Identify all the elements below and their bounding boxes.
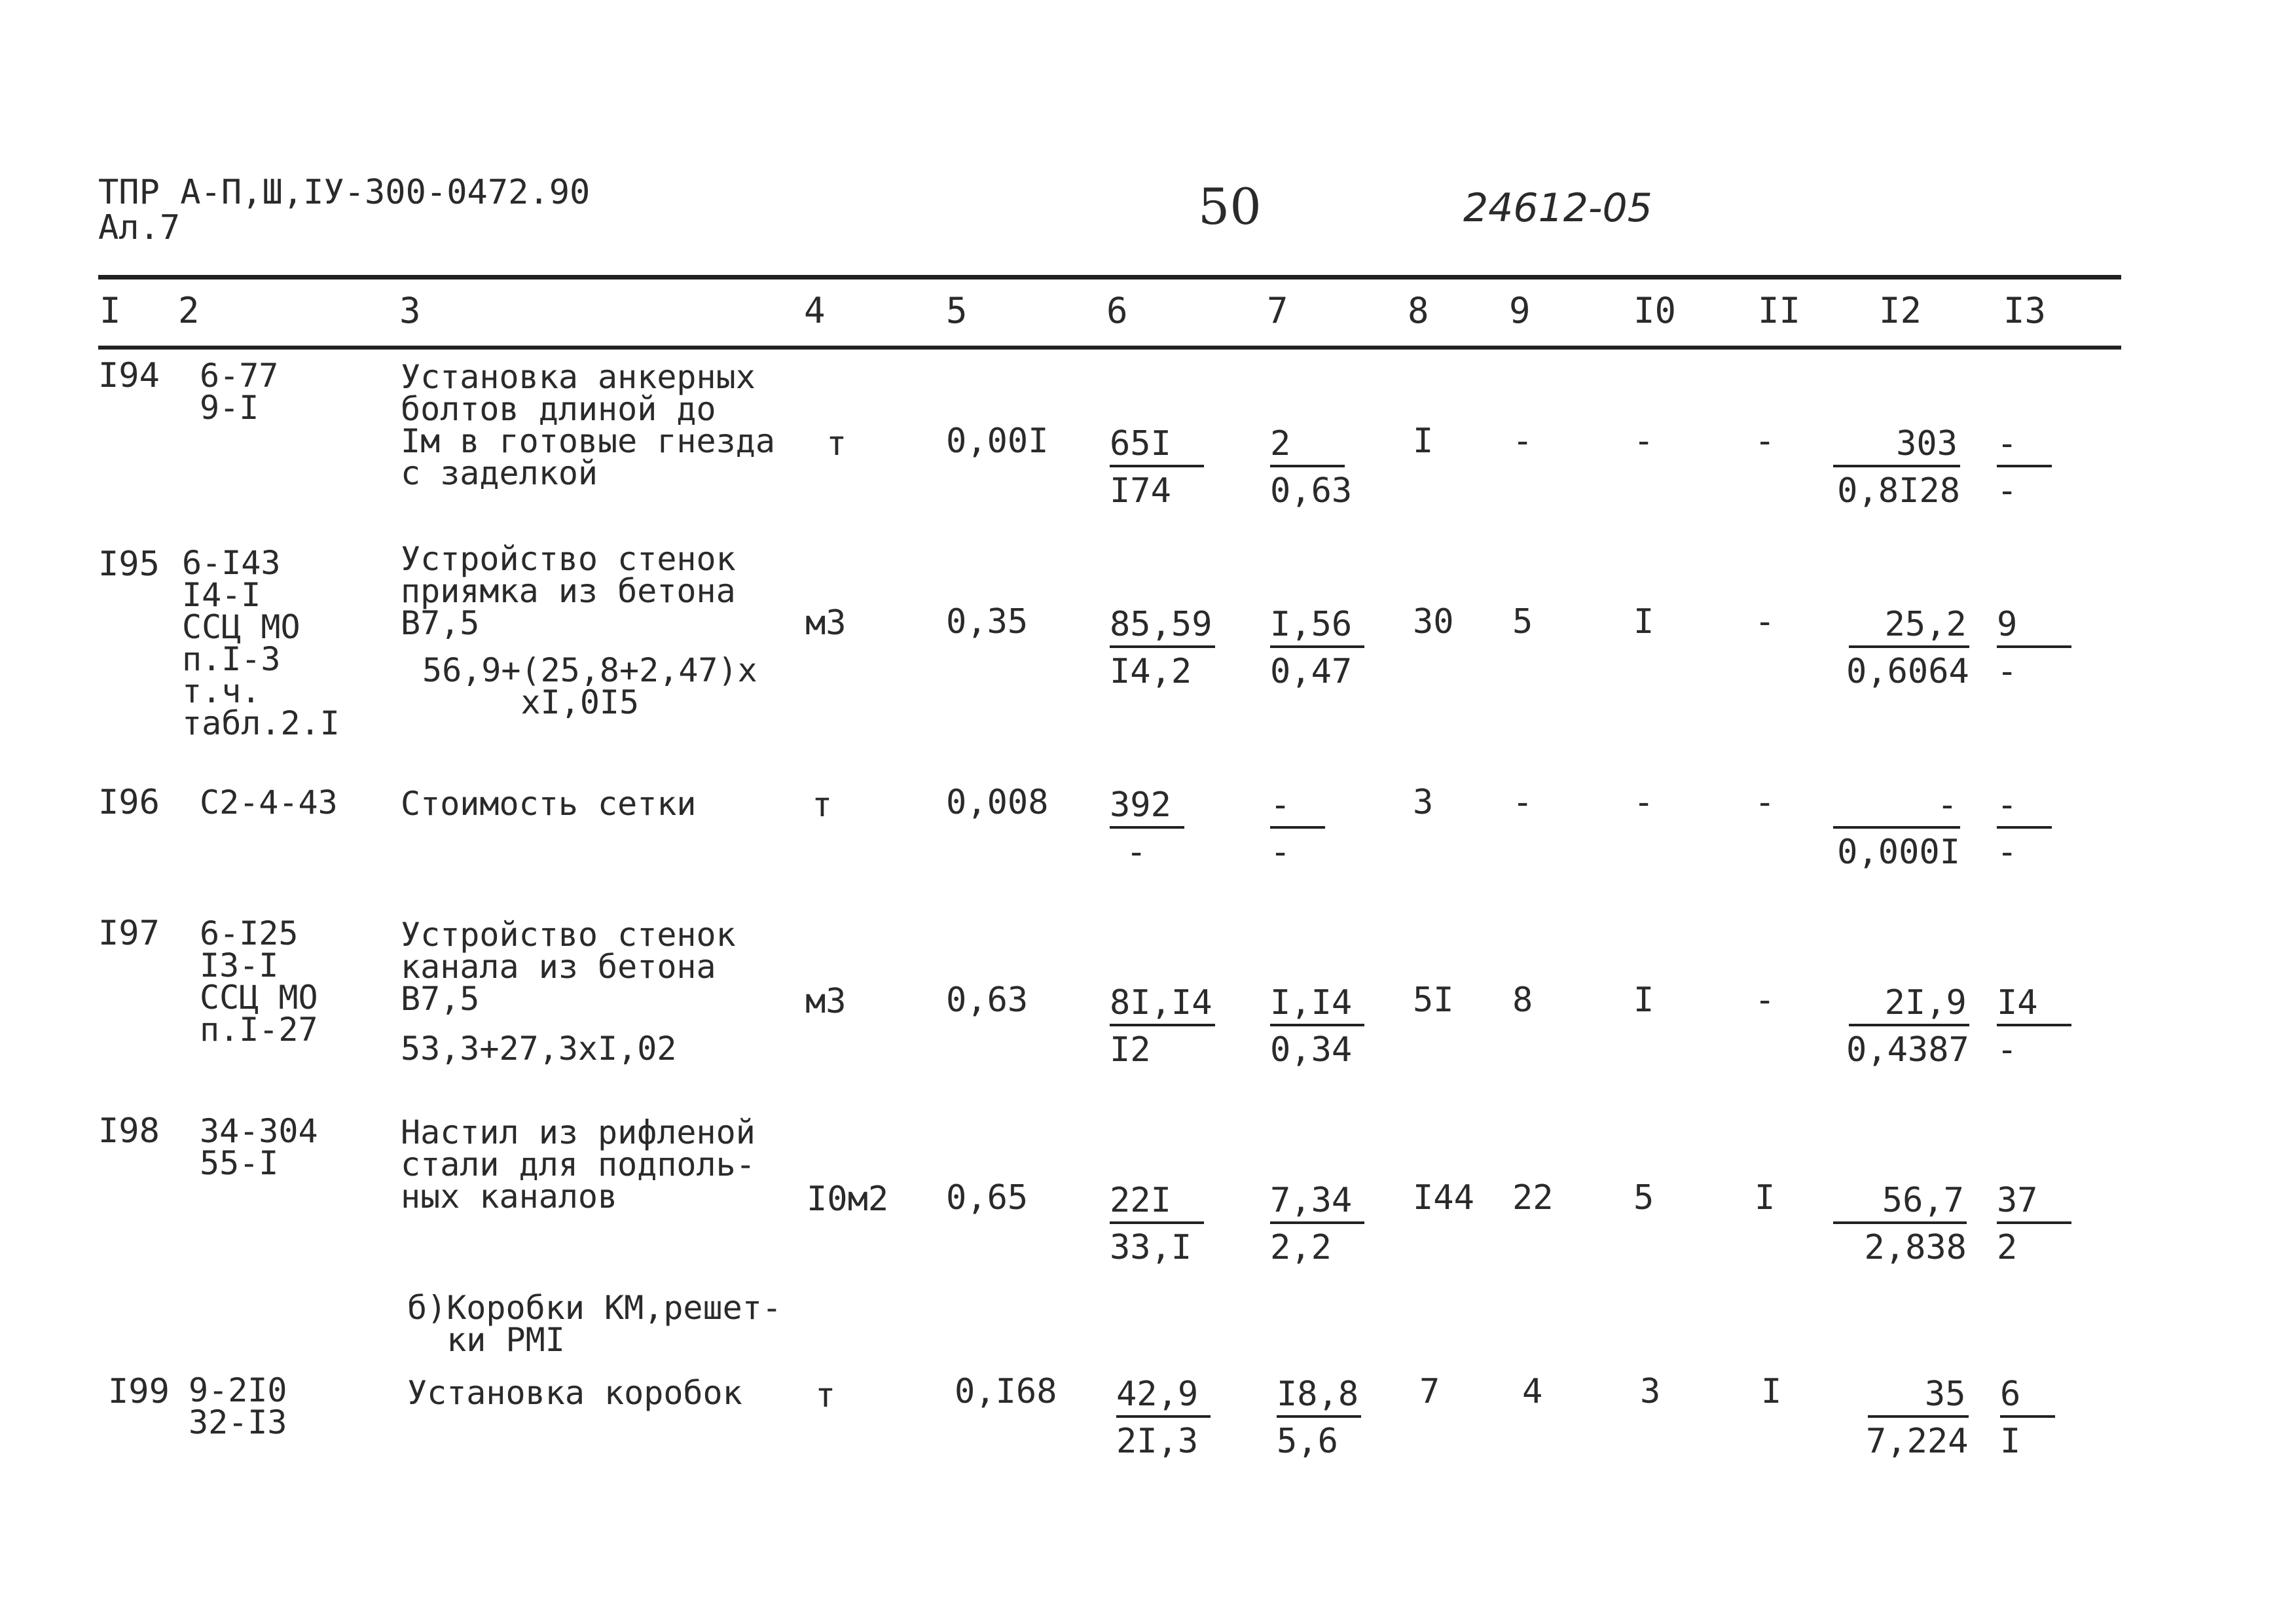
column-header: I0 <box>1633 290 1677 331</box>
work-description: Стоимость сетки <box>401 785 697 823</box>
col9-value: 22 <box>1512 1178 1554 1218</box>
col12-denominator: 0,8I28 <box>1837 471 1960 511</box>
col10-value: - <box>1633 783 1654 822</box>
column-header: II <box>1758 290 1801 331</box>
col7-denominator: 0,63 <box>1270 471 1353 511</box>
col13-denominator: - <box>1997 1030 2018 1070</box>
col13-denominator: 2 <box>1997 1228 2018 1267</box>
col12-numerator: 35 <box>1868 1377 1969 1418</box>
column-header: 2 <box>178 290 200 331</box>
col12-denominator: 0,6064 <box>1846 652 1969 691</box>
col7-denominator: 0,34 <box>1270 1030 1353 1070</box>
col7-fraction <box>1270 605 1364 689</box>
col6-denominator: I2 <box>1110 1030 1151 1070</box>
col12-denominator: 7,224 <box>1866 1422 1969 1461</box>
col7-denominator: 2,2 <box>1270 1228 1332 1267</box>
col8-value: I <box>1413 422 1434 461</box>
column-header: 6 <box>1106 290 1128 331</box>
col13-denominator: - <box>1997 833 2018 872</box>
col9-value: 4 <box>1522 1372 1543 1411</box>
col6-fraction <box>1110 983 1215 1070</box>
page-number: 50 <box>1198 177 1262 236</box>
norm-code: 6-I25 I3-I ССЦ МО п.I-27 <box>200 914 318 1049</box>
norm-code: 6-77 9-I <box>200 357 279 427</box>
col7-numerator: 7,34 <box>1270 1183 1364 1224</box>
column-header: 5 <box>946 290 968 331</box>
col12-denominator: 0,000I <box>1837 833 1960 872</box>
quantity: 0,65 <box>946 1178 1029 1218</box>
col12-fraction <box>1833 1181 1967 1265</box>
col7-numerator: I8,8 <box>1277 1377 1361 1418</box>
col7-numerator: I,I4 <box>1270 986 1364 1026</box>
col7-denominator: 0,47 <box>1270 652 1353 691</box>
column-header: I3 <box>2003 290 2047 331</box>
handwritten-stamp-number: 24612-05 <box>1463 185 1652 231</box>
unit: I0м2 <box>807 1180 889 1219</box>
sheet-label: Ал.7 <box>98 208 181 247</box>
col12-numerator: 56,7 <box>1833 1183 1967 1224</box>
col13-fraction <box>1997 424 2052 511</box>
unit: т <box>815 1376 836 1415</box>
column-header: I <box>100 290 121 331</box>
col12-numerator: - <box>1833 788 1960 829</box>
col13-denominator: I <box>2000 1422 2021 1461</box>
col8-value: I44 <box>1413 1178 1474 1218</box>
work-description: Настил из рифленой стали для подполь- ных каналов <box>401 1113 756 1216</box>
col12-fraction <box>1833 424 1960 511</box>
col10-value: 5 <box>1633 1178 1654 1218</box>
col6-fraction <box>1110 785 1184 872</box>
col6-denominator: 2I,3 <box>1116 1422 1199 1461</box>
col7-numerator: - <box>1270 788 1325 829</box>
row-number: I96 <box>98 783 160 822</box>
column-header: 3 <box>399 290 421 331</box>
col13-fraction <box>1997 605 2071 689</box>
norm-code: 6-I43 I4-I ССЦ МО п.I-3 т.ч. табл.2.I <box>182 544 340 742</box>
row-number: I98 <box>98 1111 160 1151</box>
col6-denominator: 33,I <box>1110 1228 1192 1267</box>
col8-value: 30 <box>1413 602 1454 641</box>
col12-numerator: 25,2 <box>1849 607 1969 648</box>
col13-numerator: 9 <box>1997 607 2071 648</box>
col10-value: I <box>1633 602 1654 641</box>
col6-denominator: I4,2 <box>1110 652 1192 691</box>
col13-numerator: I4 <box>1997 986 2071 1026</box>
col13-denominator: - <box>1997 471 2018 511</box>
col7-fraction <box>1270 1181 1364 1265</box>
col6-fraction <box>1110 424 1204 511</box>
work-description: Установка коробок <box>407 1374 742 1412</box>
row-number: I99 <box>108 1372 170 1411</box>
col11-value: - <box>1755 602 1776 641</box>
col6-numerator: 392 <box>1110 788 1184 829</box>
col13-fraction <box>2000 1375 2055 1461</box>
work-description: Установка анкерных болтов длиной до Iм в готовые гнезда с заделкой <box>401 358 775 492</box>
norm-code: 9-2I0 32-I3 <box>189 1371 287 1441</box>
col6-fraction <box>1116 1375 1211 1461</box>
col12-numerator: 303 <box>1833 427 1960 467</box>
col12-fraction <box>1866 1375 1969 1461</box>
col6-denominator: - <box>1126 833 1147 872</box>
unit: м3 <box>805 982 847 1021</box>
column-header: I2 <box>1879 290 1922 331</box>
col13-numerator: 6 <box>2000 1377 2055 1418</box>
col9-value: 5 <box>1512 602 1533 641</box>
col12-denominator: 2,838 <box>1864 1228 1967 1267</box>
col8-value: 3 <box>1413 783 1434 822</box>
col13-fraction <box>1997 1181 2071 1265</box>
col13-denominator: - <box>1997 652 2018 691</box>
col13-fraction <box>1997 983 2071 1070</box>
col9-value: 8 <box>1512 981 1533 1020</box>
col13-numerator: 37 <box>1997 1183 2071 1224</box>
unit: т <box>812 785 833 825</box>
calculation-formula: 53,3+27,3хI,02 <box>401 1030 677 1068</box>
col12-fraction <box>1833 785 1960 872</box>
column-header: 7 <box>1267 290 1288 331</box>
norm-code: С2-4-43 <box>200 784 338 821</box>
table-top-rule <box>98 275 2121 280</box>
col9-value: - <box>1512 422 1533 461</box>
col8-value: 5I <box>1413 981 1454 1020</box>
col6-fraction <box>1110 1181 1204 1265</box>
col6-numerator: 42,9 <box>1116 1377 1211 1418</box>
quantity: 0,35 <box>946 602 1029 641</box>
col7-fraction <box>1277 1375 1361 1461</box>
norm-code: 34-304 55-I <box>200 1112 318 1182</box>
col7-fraction <box>1270 785 1325 872</box>
col11-value: - <box>1755 981 1776 1020</box>
header-bottom-rule <box>98 346 2121 350</box>
col13-fraction <box>1997 785 2052 872</box>
col7-numerator: 2 <box>1270 427 1345 467</box>
calculation-formula: 56,9+(25,8+2,47)х хI,0I5 <box>422 651 757 721</box>
col11-value: I <box>1761 1372 1782 1411</box>
col13-numerator: - <box>1997 788 2052 829</box>
col7-fraction <box>1270 983 1364 1070</box>
col6-fraction <box>1110 605 1215 689</box>
col6-numerator: 85,59 <box>1110 607 1215 648</box>
quantity: 0,I68 <box>955 1372 1057 1411</box>
col7-fraction <box>1270 424 1353 511</box>
column-header: 4 <box>804 290 826 331</box>
col8-value: 7 <box>1419 1372 1440 1411</box>
col7-denominator: - <box>1270 833 1291 872</box>
col10-value: 3 <box>1640 1372 1661 1411</box>
quantity: 0,63 <box>946 981 1029 1020</box>
row-number: I94 <box>98 356 160 395</box>
column-header: 9 <box>1509 290 1531 331</box>
section-header: б)Коробки КМ,решет- ки РМI <box>407 1289 782 1359</box>
column-header: 8 <box>1408 290 1429 331</box>
col11-value: - <box>1755 783 1776 822</box>
col10-value: I <box>1633 981 1654 1020</box>
row-number: I95 <box>98 545 160 584</box>
unit: т <box>826 424 847 463</box>
quantity: 0,008 <box>946 783 1049 822</box>
col6-numerator: 22I <box>1110 1183 1204 1224</box>
col13-numerator: - <box>1997 427 2052 467</box>
col6-denominator: I74 <box>1110 471 1171 511</box>
col6-numerator: 8I,I4 <box>1110 986 1215 1026</box>
col12-denominator: 0,4387 <box>1846 1030 1969 1070</box>
document-code: ТПР А-П,Ш,IУ-300-0472.90 <box>98 173 591 212</box>
col12-fraction <box>1846 983 1969 1070</box>
quantity: 0,00I <box>946 422 1049 461</box>
unit: м3 <box>805 604 847 643</box>
col11-value: I <box>1755 1178 1776 1218</box>
col12-fraction <box>1846 605 1969 689</box>
row-number: I97 <box>98 914 160 953</box>
col9-value: - <box>1512 783 1533 822</box>
col7-denominator: 5,6 <box>1277 1422 1338 1461</box>
col11-value: - <box>1755 422 1776 461</box>
col12-numerator: 2I,9 <box>1849 986 1969 1026</box>
work-description: Устройство стенок канала из бетона В7,5 <box>401 916 736 1018</box>
col7-numerator: I,56 <box>1270 607 1364 648</box>
col6-numerator: 65I <box>1110 427 1204 467</box>
col10-value: - <box>1633 422 1654 461</box>
work-description: Устройство стенок приямка из бетона В7,5 <box>401 540 736 642</box>
